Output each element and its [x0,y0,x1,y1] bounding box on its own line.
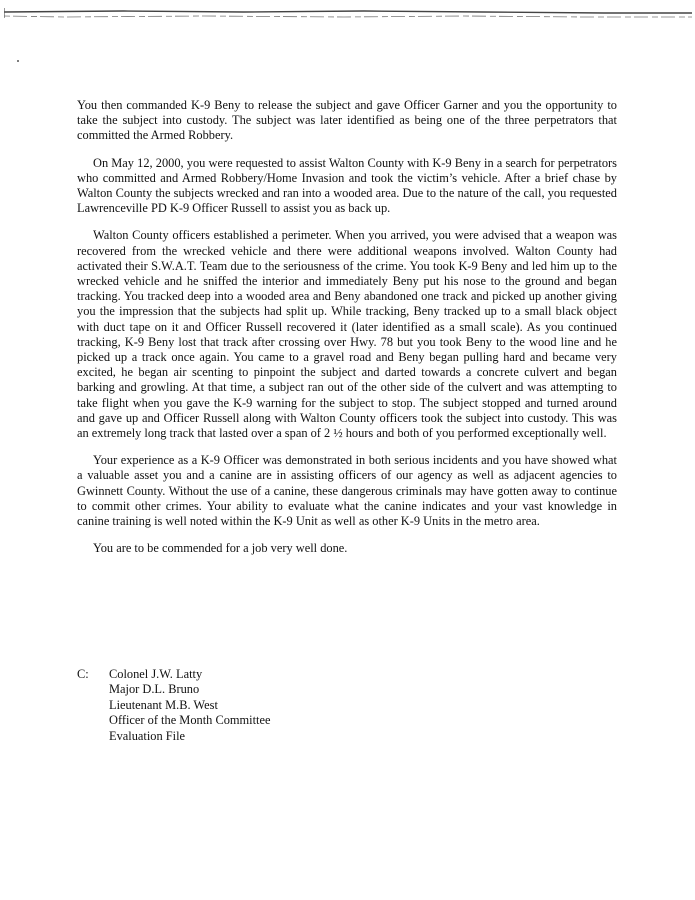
paragraph-closing: You are to be commended for a job very well done. [93,541,348,556]
paragraph-custody: You then commanded K-9 Beny to release the subject and gave Officer Garner and you the opportunity to take the subject into custody. The subject was later identified as being one of the three perpetrators that committed the Armed Robbery. [77,98,617,143]
scan-edge-line [4,8,692,18]
carbon-copy-block [77,667,271,744]
paragraph-may-12-request: On May 12, 2000, you were requested to assist Walton County with K-9 Beny in a search for perpetrators who committed and Armed Robbery/Home Invasion and took the victim’s vehicle. After a brief chase by Walton County the subjects wrecked and ran into a wooded area. Due to the nature of the call, you requested Lawrenceville PD K-9 Officer Russell to assist you as back up. [77,155,617,216]
paragraph-tracking-narrative: Walton County officers established a perimeter. When you arrived, you were advised that a weapon was recovered from the wrecked vehicle and there were additional weapons involved. Walton County had activated their S.W.A.T. Team due to the seriousness of the crime. You took K-9 Beny and led him up to the wrecked vehicle and he sniffed the interior and immediately Beny put his nose to the ground and began tracking. You tracked deep into a wooded area and Beny abandoned one track and picked up another giving you the impression that the subjects had split up. While tracking, Beny tracked up to a small black object with duct tape on it and Officer Russell recovered it (later identified as a small scale). As you continued tracking, K-9 Beny lost that track after crossing over Hwy. 78 but you took Beny to the wood line and he picked up a track once again. You came to a gravel road and Beny began pulling hard and became very excited, he began air scenting to pinpoint the subject and darted towards a concrete culvert and began barking and growling. At that time, a subject ran out of the other side of the culvert and was attempting to take flight when you gave the K-9 warning for the subject to stop. The subject stopped and turned around and gave up and Officer Russell along with Walton County officers took the subject into custody. This was an extremely long track that lasted over a span of 2 ½ hours and both of you performed exceptionally well. [77,228,617,441]
paragraph-experience-commendation: Your experience as a K-9 Officer was demonstrated in both serious incidents and you have showed what a valuable asset you and a canine are in assisting officers of our agency as well as adjacent agencies to Gwinnett County. Without the use of a canine, these dangerous criminals may have gotten away to continue to commit other crimes. Your ability to evaluate what the canine indicates and your vast knowledge in canine training is well noted within the K-9 Unit as well as other K-9 Units in the metro area. [77,453,617,529]
scan-edge-artifact [4,8,692,18]
cc-recipient: Officer of the Month Committee [109,713,271,728]
scan-speck [17,60,19,62]
cc-recipient: Evaluation File [109,728,186,743]
cc-recipient: Lieutenant M.B. West [109,697,218,712]
letter-body [77,98,617,568]
cc-label: C: [77,667,89,681]
cc-recipient: Major D.L. Bruno [109,682,200,697]
cc-recipient: Colonel J.W. Latty [109,667,203,681]
cc-recipient-list [109,667,271,744]
